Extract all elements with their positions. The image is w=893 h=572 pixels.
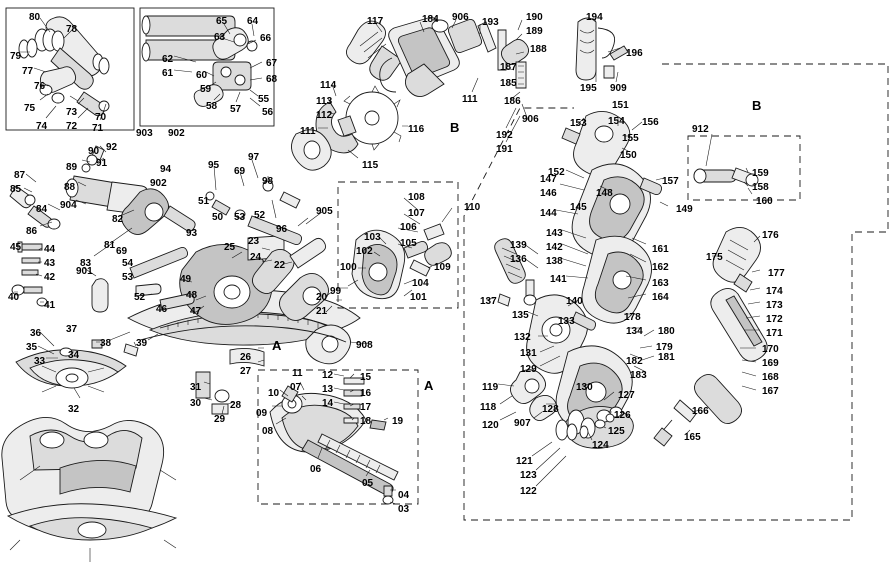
callout-28: 28 (230, 400, 242, 411)
callout-184: 184 (422, 14, 439, 25)
callout-146: 146 (540, 188, 557, 199)
callout-24: 24 (250, 252, 262, 263)
callout-153: 153 (570, 118, 587, 129)
callout-81: 81 (104, 240, 116, 251)
callout-95: 95 (208, 160, 220, 171)
callout-42: 42 (44, 272, 56, 283)
callout-14: 14 (322, 398, 334, 409)
callout-906: 906 (452, 12, 469, 23)
callout-03: 03 (398, 504, 410, 515)
callout-87: 87 (14, 170, 26, 181)
group-label-b1: B (450, 120, 460, 135)
callout-48: 48 (186, 290, 198, 301)
callout-05: 05 (362, 478, 374, 489)
callout-162: 162 (652, 262, 669, 273)
callout-151: 151 (612, 100, 629, 111)
callout-191: 191 (496, 144, 513, 155)
callout-94: 94 (160, 164, 172, 175)
callout-111: 111 (462, 94, 478, 105)
callout-125: 125 (608, 426, 625, 437)
callout-37: 37 (66, 324, 78, 335)
callout-71: 71 (92, 123, 104, 134)
callout-102: 102 (356, 246, 373, 257)
callout-130: 130 (576, 382, 593, 393)
fastener-group-left (12, 242, 108, 312)
callout-46: 46 (156, 304, 168, 315)
callout-22: 22 (274, 260, 286, 271)
callout-67: 67 (266, 58, 278, 69)
callout-176: 176 (762, 230, 779, 241)
callout-115: 115 (362, 160, 379, 171)
callout-32: 32 (68, 404, 80, 415)
callout-905: 905 (316, 206, 333, 217)
callout-112: 112 (316, 110, 333, 121)
callout-83: 83 (80, 258, 92, 269)
callout-21: 21 (316, 306, 328, 317)
callout-27: 27 (240, 366, 252, 377)
callout-912: 912 (692, 124, 709, 135)
callout-904: 904 (60, 200, 77, 211)
callout-107: 107 (408, 208, 425, 219)
callout-142: 142 (546, 242, 563, 253)
callout-16: 16 (360, 388, 372, 399)
callout-180: 180 (658, 326, 675, 337)
callout-52: 52 (134, 292, 146, 303)
callout-164: 164 (652, 292, 669, 303)
callout-189: 189 (526, 26, 543, 37)
callout-148: 148 (596, 188, 613, 199)
callout-120: 120 (482, 420, 499, 431)
callout-68: 68 (266, 74, 278, 85)
callout-31: 31 (190, 382, 202, 393)
callout-158: 158 (752, 182, 769, 193)
callout-17: 17 (360, 402, 372, 413)
callout-77: 77 (22, 66, 34, 77)
callout-113: 113 (316, 96, 333, 107)
callout-12: 12 (322, 370, 334, 381)
callout-901: 901 (76, 266, 93, 277)
callout-117: 117 (367, 16, 384, 27)
callout-133: 133 (558, 316, 575, 327)
callout-19: 19 (392, 416, 404, 427)
callout-163: 163 (652, 278, 669, 289)
callout-118: 118 (480, 402, 497, 413)
callout-135: 135 (512, 310, 529, 321)
callout-80: 80 (29, 12, 41, 23)
callout-39: 39 (136, 338, 148, 349)
boxed-sub-assembly-912 (694, 134, 758, 194)
callout-70: 70 (95, 112, 107, 123)
callout-907: 907 (514, 418, 531, 429)
callout-190: 190 (526, 12, 543, 23)
callout-52: 52 (254, 210, 266, 221)
callout-07: 07 (290, 382, 302, 393)
callout-43: 43 (44, 258, 56, 269)
callout-61: 61 (162, 68, 174, 79)
callout-196: 196 (626, 48, 643, 59)
callout-93: 93 (186, 228, 198, 239)
callout-25: 25 (224, 242, 236, 253)
callout-44: 44 (44, 244, 56, 255)
callout-08: 08 (262, 426, 274, 437)
callout-195: 195 (580, 83, 597, 94)
callout-64: 64 (247, 16, 259, 27)
callout-53: 53 (122, 272, 134, 283)
callout-04: 04 (398, 490, 410, 501)
callout-166: 166 (692, 406, 709, 417)
center-link-arm (206, 160, 322, 245)
group-label-a2: A (424, 378, 434, 393)
callout-99: 99 (330, 286, 342, 297)
callout-154: 154 (608, 116, 625, 127)
callout-902: 902 (150, 178, 167, 189)
callout-56: 56 (262, 107, 274, 118)
callout-106: 106 (400, 222, 417, 233)
callout-100: 100 (340, 262, 357, 273)
callout-72: 72 (66, 121, 78, 132)
callout-132: 132 (514, 332, 531, 343)
callout-169: 169 (762, 358, 779, 369)
callout-136: 136 (510, 254, 527, 265)
callout-114: 114 (320, 80, 337, 91)
callout-45: 45 (10, 242, 22, 253)
callout-30: 30 (190, 398, 202, 409)
callout-11: 11 (292, 368, 303, 379)
callout-20: 20 (316, 292, 328, 303)
callout-88: 88 (64, 182, 76, 193)
callout-75: 75 (24, 103, 36, 114)
callout-177: 177 (768, 268, 785, 279)
group-label-b2: B (752, 98, 762, 113)
callout-85: 85 (10, 184, 22, 195)
callout-128: 128 (542, 404, 559, 415)
callout-178: 178 (624, 312, 641, 323)
callout-74: 74 (36, 121, 48, 132)
callout-92: 92 (106, 142, 118, 153)
callout-109: 109 (434, 262, 451, 273)
callout-66: 66 (260, 33, 272, 44)
callout-908: 908 (356, 340, 373, 351)
callout-54: 54 (122, 258, 134, 269)
callout-121: 121 (516, 456, 533, 467)
callout-29: 29 (214, 414, 226, 425)
callout-50: 50 (212, 212, 224, 223)
callout-139: 139 (510, 240, 527, 251)
sliding-fence-assembly (258, 370, 418, 504)
callout-105: 105 (400, 238, 417, 249)
callout-63: 63 (214, 32, 226, 43)
callout-26: 26 (240, 352, 252, 363)
callout-65: 65 (216, 16, 228, 27)
callout-161: 161 (652, 244, 669, 255)
callout-35: 35 (26, 342, 38, 353)
callout-129: 129 (520, 364, 537, 375)
callout-175: 175 (706, 252, 723, 263)
callout-97: 97 (248, 152, 260, 163)
callout-134: 134 (626, 326, 643, 337)
callout-116: 116 (408, 124, 425, 135)
callout-127: 127 (618, 390, 635, 401)
callout-156: 156 (642, 117, 659, 128)
callout-181: 181 (658, 352, 675, 363)
callout-123: 123 (520, 470, 537, 481)
callout-179: 179 (656, 342, 673, 353)
callout-49: 49 (180, 274, 192, 285)
callout-168: 168 (762, 372, 779, 383)
callout-137: 137 (480, 296, 497, 307)
callout-55: 55 (258, 94, 270, 105)
callout-59: 59 (200, 84, 212, 95)
callout-69: 69 (116, 246, 128, 257)
callout-60: 60 (196, 70, 208, 81)
callout-33: 33 (34, 356, 46, 367)
callout-183: 183 (630, 370, 647, 381)
callout-78: 78 (66, 24, 78, 35)
callout-73: 73 (66, 107, 78, 118)
callout-06: 06 (310, 464, 322, 475)
callout-13: 13 (322, 384, 334, 395)
callout-82: 82 (112, 214, 124, 225)
callout-124: 124 (592, 440, 609, 451)
callout-173: 173 (766, 300, 783, 311)
callout-18: 18 (360, 416, 372, 427)
callout-104: 104 (412, 278, 429, 289)
callout-903: 903 (136, 128, 153, 139)
callout-38: 38 (100, 338, 112, 349)
callout-69: 69 (234, 166, 246, 177)
callout-187: 187 (500, 62, 517, 73)
callout-186: 186 (504, 96, 521, 107)
callout-167: 167 (762, 386, 779, 397)
callout-126: 126 (614, 410, 631, 421)
callout-138: 138 (546, 256, 563, 267)
callout-103: 103 (364, 232, 381, 243)
callout-98: 98 (262, 176, 274, 187)
callout-909: 909 (610, 83, 627, 94)
callout-157: 157 (662, 176, 679, 187)
callout-194: 194 (586, 12, 603, 23)
callout-144: 144 (540, 208, 557, 219)
callout-185: 185 (500, 78, 517, 89)
callout-155: 155 (622, 133, 639, 144)
callout-58: 58 (206, 101, 218, 112)
callout-79: 79 (10, 51, 22, 62)
callout-147: 147 (540, 174, 557, 185)
callout-40: 40 (8, 292, 20, 303)
power-cord-assembly (576, 18, 628, 80)
callout-84: 84 (36, 204, 48, 215)
assembled-saw-illustration (2, 417, 176, 562)
callout-174: 174 (766, 286, 783, 297)
callout-152: 152 (548, 167, 565, 178)
callout-143: 143 (546, 228, 563, 239)
callout-188: 188 (530, 44, 547, 55)
callout-09: 09 (256, 408, 268, 419)
group-label-a1: A (272, 338, 282, 353)
callout-165: 165 (684, 432, 701, 443)
callout-62: 62 (162, 54, 174, 65)
callout-101: 101 (410, 292, 427, 303)
callout-36: 36 (30, 328, 42, 339)
callout-119: 119 (482, 382, 499, 393)
callout-91: 91 (96, 158, 108, 169)
callout-122: 122 (520, 486, 537, 497)
callout-96: 96 (276, 224, 288, 235)
callout-76: 76 (34, 81, 46, 92)
callout-86: 86 (26, 226, 38, 237)
callout-141: 141 (550, 274, 567, 285)
callout-193: 193 (482, 17, 499, 28)
callout-110: 110 (464, 202, 481, 213)
callout-10: 10 (268, 388, 280, 399)
callout-131: 131 (520, 348, 537, 359)
callout-89: 89 (66, 162, 78, 173)
callout-159: 159 (752, 168, 769, 179)
callout-140: 140 (566, 296, 583, 307)
callout-15: 15 (360, 372, 372, 383)
callout-172: 172 (766, 314, 783, 325)
callout-23: 23 (248, 236, 260, 247)
callout-90: 90 (88, 146, 100, 157)
callout-41: 41 (44, 300, 56, 311)
center-dust-port-assembly (338, 182, 458, 308)
callout-108: 108 (408, 192, 425, 203)
callout-149: 149 (676, 204, 693, 215)
callout-170: 170 (762, 344, 779, 355)
callout-57: 57 (230, 104, 242, 115)
callout-111: 111 (300, 126, 316, 137)
callout-192: 192 (496, 130, 513, 141)
callout-150: 150 (620, 150, 637, 161)
callout-47: 47 (190, 306, 202, 317)
callout-53: 53 (234, 212, 246, 223)
callout-160: 160 (756, 196, 773, 207)
callout-902: 902 (168, 128, 185, 139)
callout-145: 145 (570, 202, 587, 213)
callout-34: 34 (68, 350, 80, 361)
callout-51: 51 (198, 196, 210, 207)
callout-171: 171 (766, 328, 783, 339)
callout-182: 182 (626, 356, 643, 367)
callout-906: 906 (522, 114, 539, 125)
